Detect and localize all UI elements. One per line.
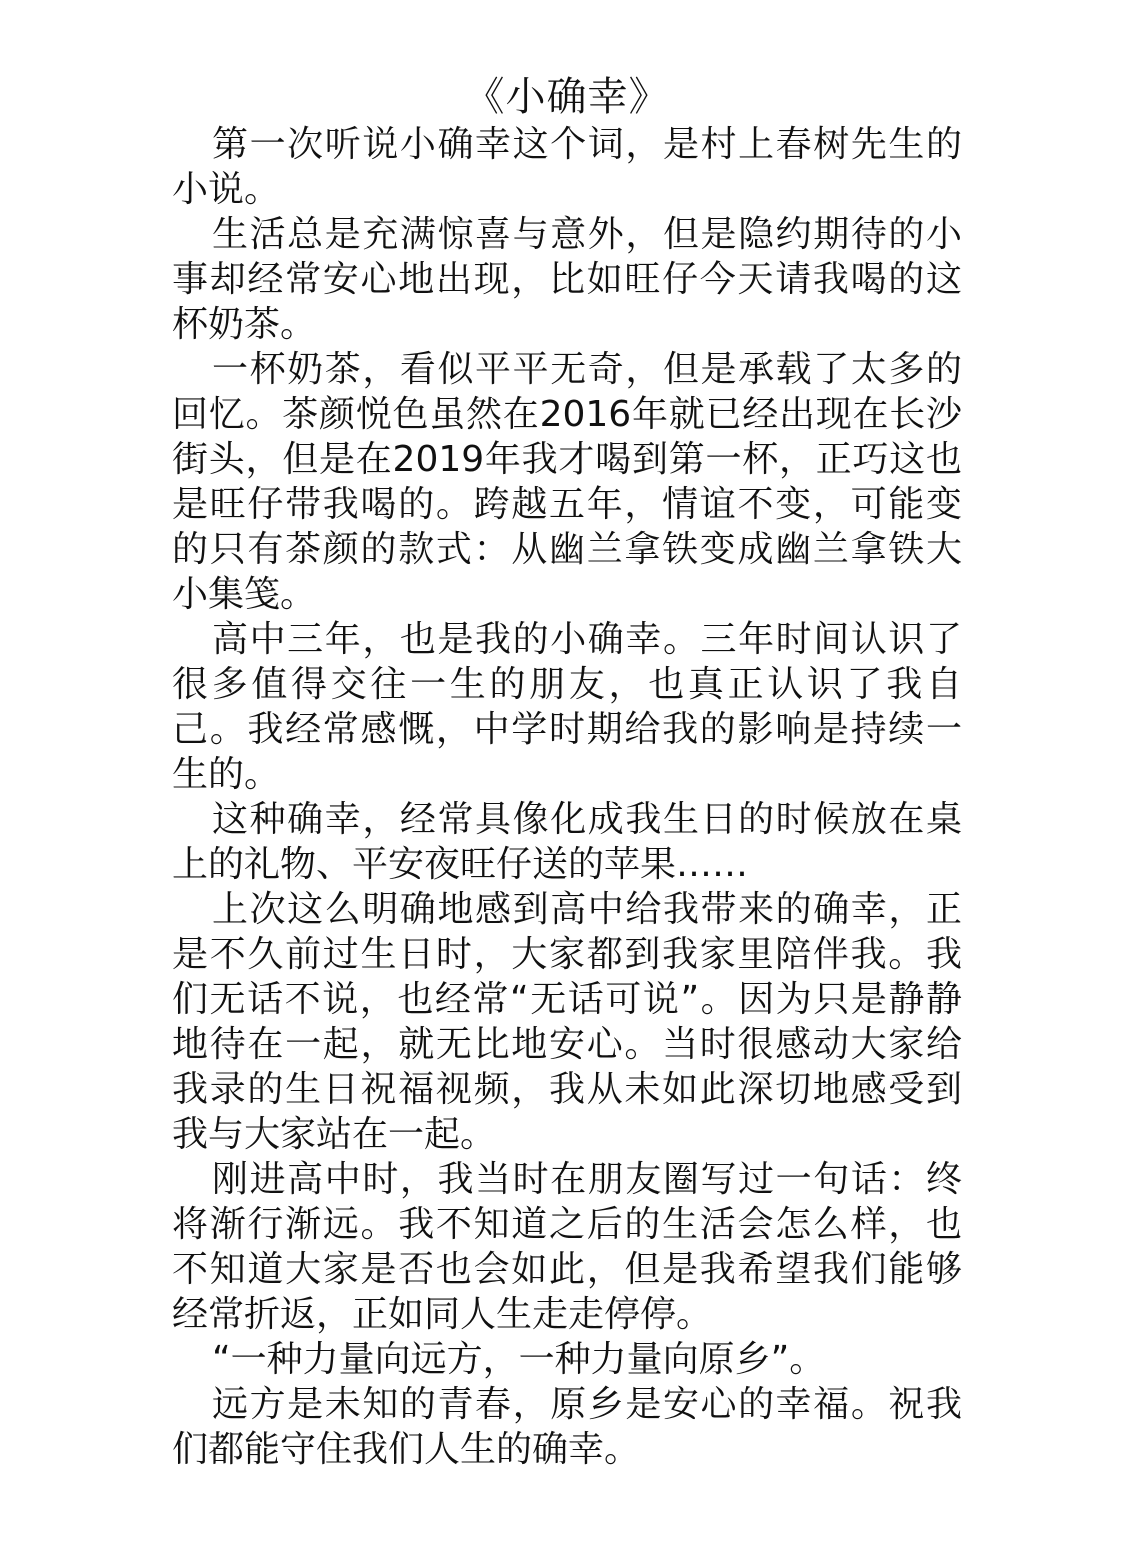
- paragraph-2: 生活总是充满惊喜与意外，但是隐约期待的小事却经常安心地出现，比如旺仔今天请我喝的这杯奶茶。: [172, 214, 962, 345]
- paragraph-5: 这种确幸，经常具像化成我生日的时候放在桌上的礼物、平安夜旺仔送的苹果……: [172, 799, 962, 885]
- paragraph-7: 刚进高中时，我当时在朋友圈写过一句话：终将渐行渐远。我不知道之后的生活会怎么样，也不知道大家是否也会如此，但是我希望我们能够经常折返，正如同人生走走停停。: [172, 1159, 962, 1335]
- paragraph-1: 第一次听说小确幸这个词，是村上春树先生的小说。: [172, 124, 962, 210]
- paragraph-6: 上次这么明确地感到高中给我带来的确幸，正是不久前过生日时，大家都到我家里陪伴我。我们无话不说，也经常“无话可说”。因为只是静静地待在一起，就无比地安心。当时很感动大家给我录的生日祝福视频，我从未如此深切地感受到我与大家站在一起。: [172, 889, 962, 1155]
- paragraph-8: “一种力量向远方，一种力量向原乡”。: [212, 1339, 826, 1380]
- document-page: [172, 72, 962, 1472]
- paragraph-3: 一杯奶茶，看似平平无奇，但是承载了太多的回忆。茶颜悦色虽然在2016年就已经出现在长沙街头，但是在2019年我才喝到第一杯，正巧这也是旺仔带我喝的。跨越五年，情谊不变，可能变的只有茶颜的款式：从幽兰拿铁变成幽兰拿铁大小集笺。: [172, 349, 962, 615]
- paragraph-9: 远方是未知的青春，原乡是安心的幸福。祝我们都能守住我们人生的确幸。: [172, 1384, 962, 1470]
- paragraph-4: 高中三年，也是我的小确幸。三年时间认识了很多值得交往一生的朋友，也真正认识了我自己。我经常感慨，中学时期给我的影响是持续一生的。: [172, 619, 962, 795]
- document-title: 《小确幸》: [464, 74, 670, 120]
